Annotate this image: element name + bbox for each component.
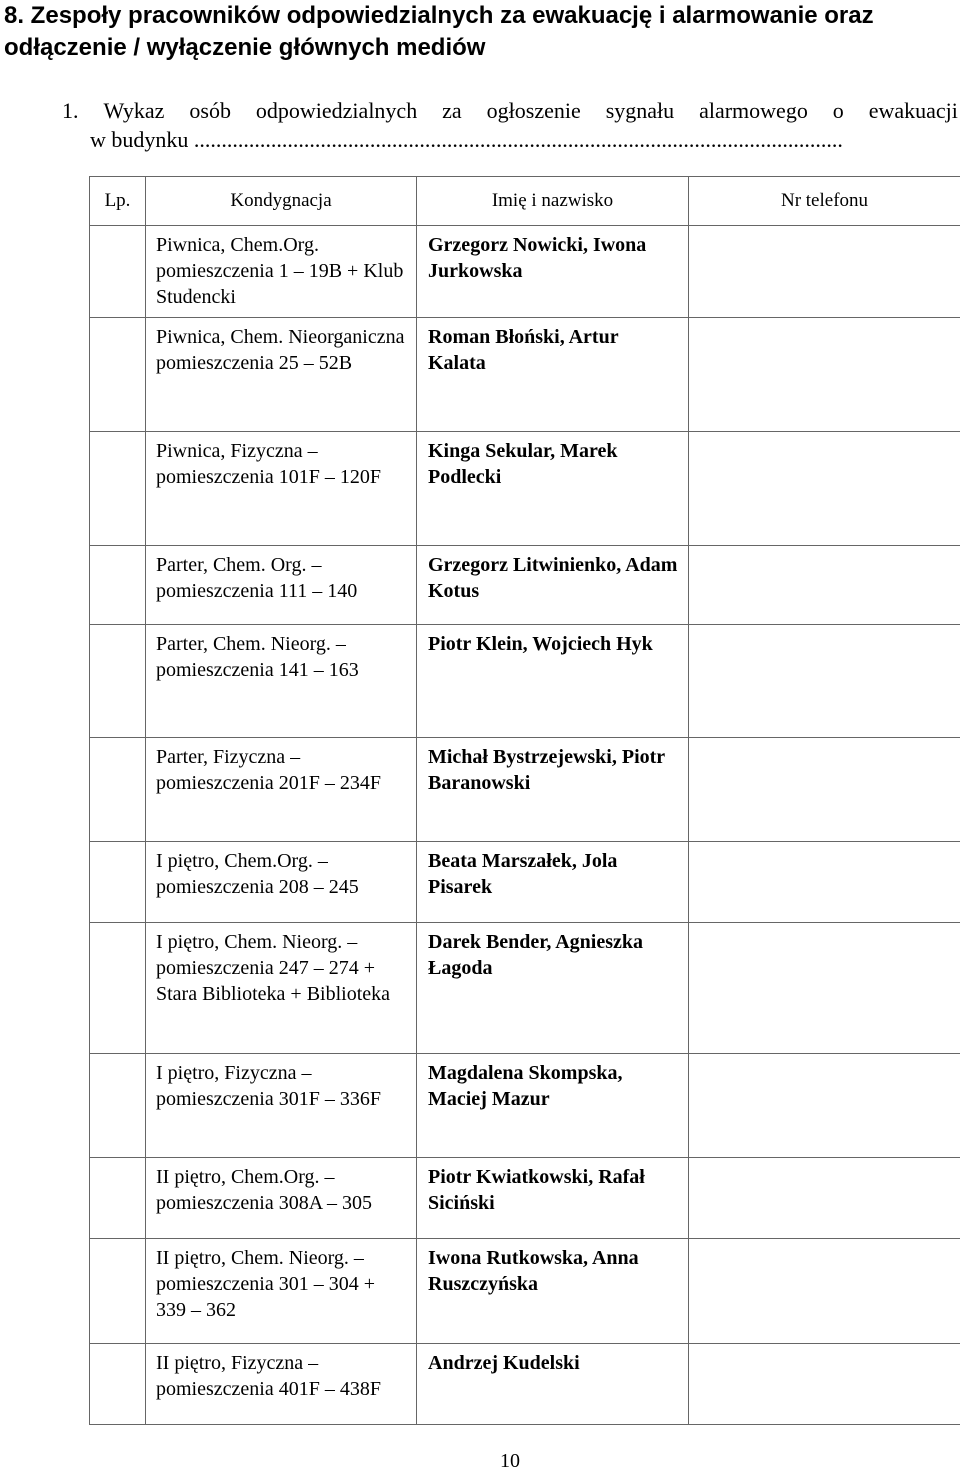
subsection-heading-line1 <box>62 96 958 125</box>
cell-floor: Piwnica, Chem.Org. pomieszczenia 1 – 19B + Klub Studencki <box>146 226 417 318</box>
responsibility-table <box>89 176 960 1425</box>
cell-lp <box>90 1344 146 1425</box>
cell-floor: Parter, Chem. Org. – pomieszczenia 111 – 140 <box>146 546 417 625</box>
cell-floor: I piętro, Fizyczna – pomieszczenia 301F – 336F <box>146 1054 417 1158</box>
page-number: 10 <box>500 1450 520 1472</box>
section-heading: 8. Zespoły pracowników odpowiedzialnych za ewakuację i alarmowanie oraz odłączenie / wyłączenie głównych mediów <box>4 2 874 61</box>
cell-phone <box>689 738 960 842</box>
cell-floor: I piętro, Chem.Org. – pomieszczenia 208 – 245 <box>146 842 417 923</box>
table-row <box>90 1054 960 1158</box>
header-name: Imię i nazwisko <box>417 177 689 226</box>
header-phone: Nr telefonu <box>689 177 960 226</box>
table-row <box>90 923 960 1054</box>
cell-name: Grzegorz Litwinienko, Adam Kotus <box>417 546 689 625</box>
cell-name: Michał Bystrzejewski, Piotr Baranowski <box>417 738 689 842</box>
table-row <box>90 1344 960 1425</box>
subsection-word: odpowiedzialnych <box>255 98 418 123</box>
subsection-word: o <box>832 98 844 123</box>
table-header-row <box>90 177 960 226</box>
cell-phone <box>689 1344 960 1425</box>
cell-floor: Piwnica, Chem. Nieorganiczna pomieszczenia 25 – 52B <box>146 318 417 432</box>
cell-name: Piotr Klein, Wojciech Hyk <box>417 625 689 738</box>
cell-lp <box>90 1054 146 1158</box>
table-row <box>90 318 960 432</box>
cell-lp <box>90 318 146 432</box>
cell-name: Magdalena Skompska, Maciej Mazur <box>417 1054 689 1158</box>
table-row <box>90 1158 960 1239</box>
cell-name: Roman Błoński, Artur Kalata <box>417 318 689 432</box>
cell-floor: I piętro, Chem. Nieorg. – pomieszczenia 247 – 274 + Stara Biblioteka + Biblioteka <box>146 923 417 1054</box>
header-floor: Kondygnacja <box>146 177 417 226</box>
cell-lp <box>90 546 146 625</box>
subsection-word: sygnału <box>605 98 675 123</box>
cell-lp <box>90 1239 146 1344</box>
table-row <box>90 738 960 842</box>
cell-lp <box>90 432 146 546</box>
cell-lp <box>90 226 146 318</box>
cell-floor: II piętro, Chem.Org. – pomieszczenia 308A – 305 <box>146 1158 417 1239</box>
cell-phone <box>689 226 960 318</box>
table-row <box>90 546 960 625</box>
subsection-heading <box>62 96 958 154</box>
cell-floor: II piętro, Chem. Nieorg. – pomieszczenia 301 – 304 + 339 – 362 <box>146 1239 417 1344</box>
cell-name: Darek Bender, Agnieszka Łagoda <box>417 923 689 1054</box>
cell-floor: Parter, Fizyczna – pomieszczenia 201F – 234F <box>146 738 417 842</box>
cell-floor: Piwnica, Fizyczna – pomieszczenia 101F – 120F <box>146 432 417 546</box>
cell-phone <box>689 625 960 738</box>
subsection-word: alarmowego <box>699 98 808 123</box>
cell-floor: II piętro, Fizyczna – pomieszczenia 401F – 438F <box>146 1344 417 1425</box>
subsection-word: ogłoszenie <box>486 98 581 123</box>
cell-lp <box>90 625 146 738</box>
cell-phone <box>689 842 960 923</box>
cell-phone <box>689 1158 960 1239</box>
header-lp: Lp. <box>90 177 146 226</box>
table-row <box>90 1239 960 1344</box>
cell-name: Grzegorz Nowicki, Iwona Jurkowska <box>417 226 689 318</box>
subsection-heading-line2: w budynku ...................................................................................................................... <box>90 127 843 152</box>
table-row <box>90 432 960 546</box>
subsection-word: ewakuacji <box>868 98 958 123</box>
cell-name: Kinga Sekular, Marek Podlecki <box>417 432 689 546</box>
cell-floor: Parter, Chem. Nieorg. – pomieszczenia 141 – 163 <box>146 625 417 738</box>
cell-phone <box>689 318 960 432</box>
cell-lp <box>90 738 146 842</box>
cell-name: Beata Marszałek, Jola Pisarek <box>417 842 689 923</box>
subsection-word: za <box>442 98 462 123</box>
cell-phone <box>689 1054 960 1158</box>
subsection-number: 1. <box>62 98 79 123</box>
subsection-word: osób <box>189 98 231 123</box>
table-row <box>90 226 960 318</box>
cell-phone <box>689 923 960 1054</box>
table-row <box>90 842 960 923</box>
cell-name: Iwona Rutkowska, Anna Ruszczyńska <box>417 1239 689 1344</box>
cell-lp <box>90 923 146 1054</box>
subsection-word: Wykaz <box>103 98 165 123</box>
cell-phone <box>689 432 960 546</box>
cell-phone <box>689 1239 960 1344</box>
table-row <box>90 625 960 738</box>
cell-lp <box>90 842 146 923</box>
cell-name: Andrzej Kudelski <box>417 1344 689 1425</box>
cell-lp <box>90 1158 146 1239</box>
cell-name: Piotr Kwiatkowski, Rafał Siciński <box>417 1158 689 1239</box>
cell-phone <box>689 546 960 625</box>
